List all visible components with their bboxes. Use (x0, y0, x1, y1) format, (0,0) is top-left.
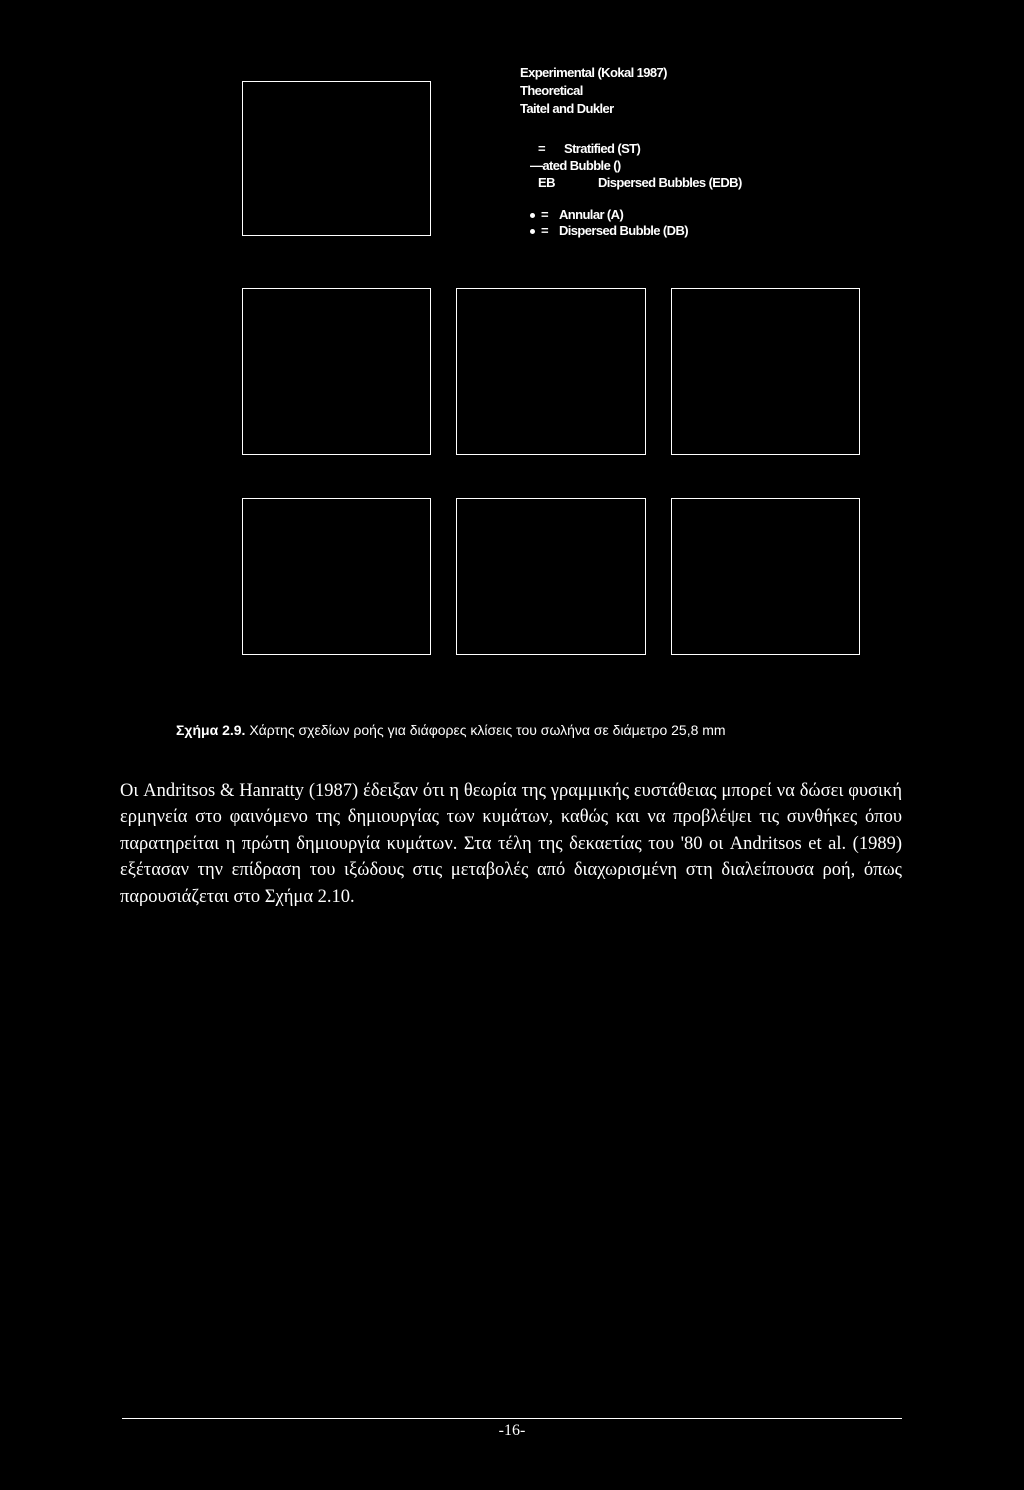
figure-panel-row1-col2 (456, 288, 646, 455)
legend-experimental: Experimental (Kokal 1987) (520, 65, 667, 80)
figure-panel-row2-col3 (671, 498, 860, 655)
page-number: -16- (498, 1422, 526, 1439)
figure-panel-top (242, 81, 431, 236)
legend-stratified-row (538, 142, 640, 156)
legend-annular-marker (530, 213, 535, 218)
legend-dispersed-bubble-row (530, 224, 688, 238)
legend-elongated-label: —ated Bubble () (530, 158, 621, 173)
legend-theoretical: Theoretical (520, 83, 583, 98)
legend-model: Taitel and Dukler (520, 101, 614, 116)
figure-caption (176, 722, 726, 738)
figure-panel-row1-col3 (671, 288, 860, 455)
legend-stratified-label: Stratified (ST) (564, 141, 641, 156)
figure-caption-label: Σχήμα 2.9. (176, 722, 246, 738)
legend-dispersed-label: Dispersed Bubbles (EDB) (598, 175, 742, 190)
body-paragraph: Οι Andritsos & Hanratty (1987) έδειξαν ότι η θεωρία της γραμμικής ευστάθειας μπορεί να δώσει φυσική ερμηνεία στο φαινόμενο της δημιουργίας των κυμάτων, καθώς και να προβλέψει τις συνθήκες όπου παρατηρείται η πρώτη δημιουργία κυμάτων. Στα τέλη της δεκαετίας του '80 οι Andritsos et al. (1989) εξέτασαν την επίδραση του ιξώδους στις μεταβολές από διαχωρισμένη στη διαλείπουσα ροή, όπως παρουσιάζεται στο Σχήμα 2.10. (120, 781, 902, 907)
legend-annular-row (530, 208, 623, 222)
figure-caption-text: Χάρτης σχεδίων ροής για διάφορες κλίσεις του σωλήνα σε διάμετρο 25,8 mm (249, 722, 726, 738)
figure-panel-row1-col1 (242, 288, 431, 455)
legend-dispersed-bubble-marker (530, 229, 535, 234)
legend-dispersed-bubble-symbol: = (541, 223, 548, 238)
legend-elongated-row (530, 159, 621, 173)
legend-stratified-symbol: = (538, 141, 545, 156)
footer-divider (122, 1418, 902, 1419)
legend-annular-symbol: = (541, 207, 548, 222)
legend-dispersed-symbol: EB (538, 175, 555, 190)
legend-dispersed-bubble-label: Dispersed Bubble (DB) (559, 223, 688, 238)
legend-dispersed-row (538, 176, 742, 190)
figure-legend (520, 66, 980, 256)
legend-annular-label: Annular (A) (559, 207, 624, 222)
figure-panel-row2-col2 (456, 498, 646, 655)
figure-panel-row2-col1 (242, 498, 431, 655)
